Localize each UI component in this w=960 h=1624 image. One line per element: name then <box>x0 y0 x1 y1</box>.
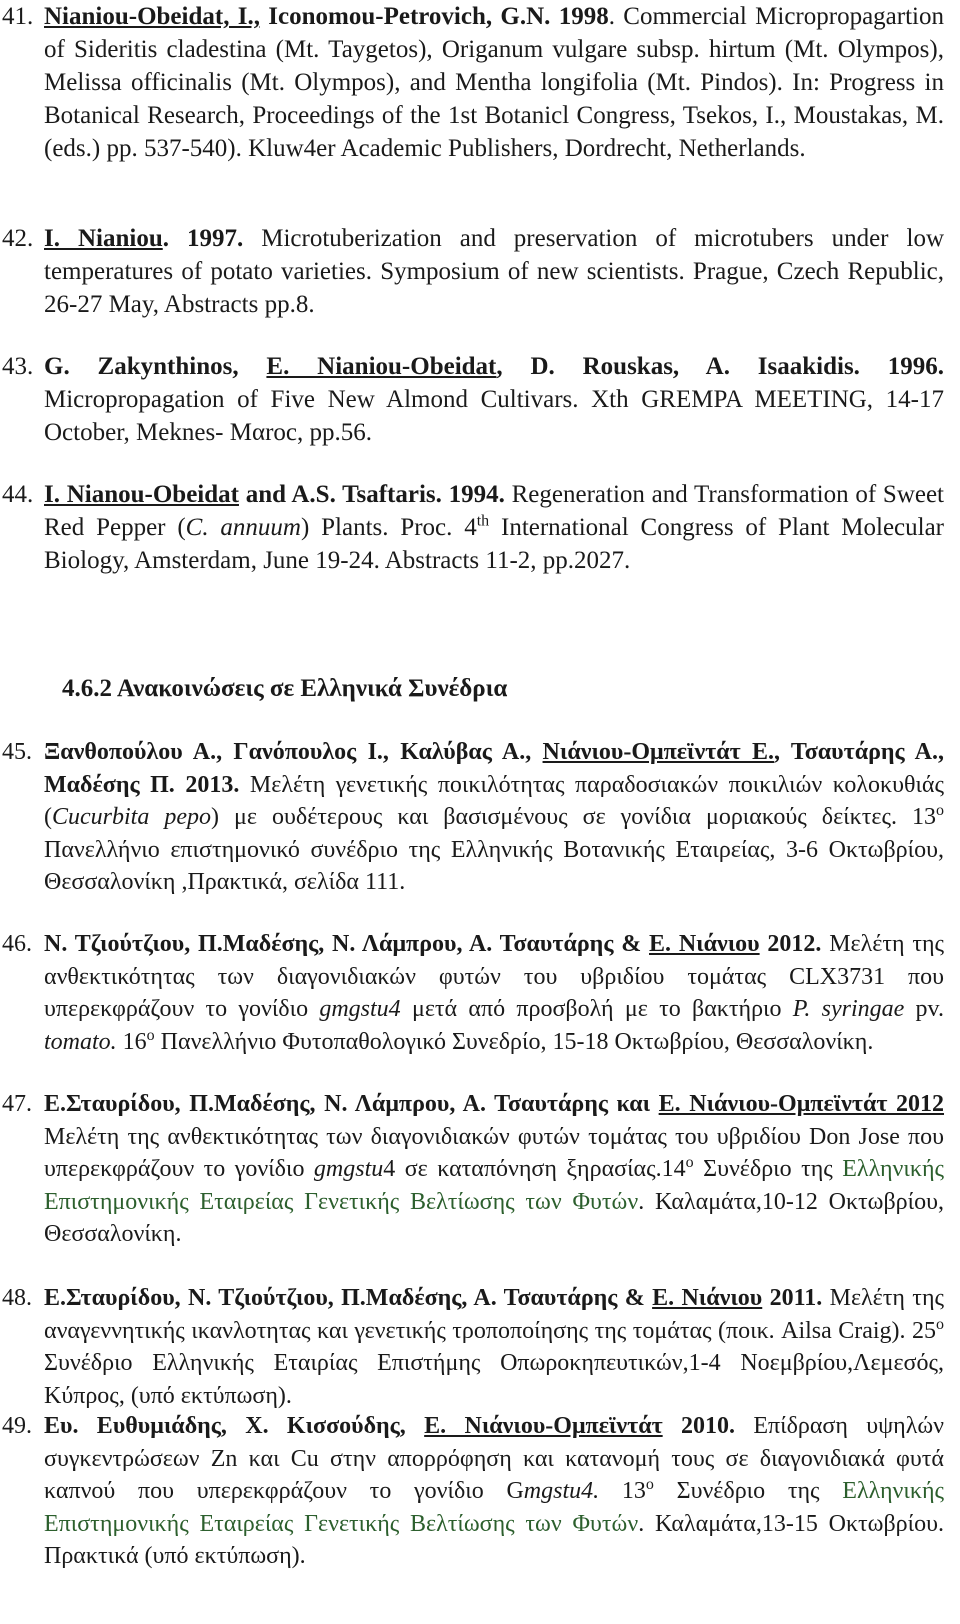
reference-text: Microtuberization and preservation of microtubers under low temperatures of potato varieties. Symposium of new scientists. Prague, Czech Republic, 26-27 May, Abstracts pp.8. <box>44 225 945 318</box>
entry-number: 43. <box>2 353 34 380</box>
authors: Ε.Σταυρίδου, Π.Μαδέσης, Ν. Λάμπρου, Α. Τσαυτάρης και <box>44 1091 659 1117</box>
reference-text: . Καλαμάτα,10-12 Οκτωβρίου, Θεσσαλονίκη. <box>44 1188 945 1247</box>
superscript: ο <box>935 802 944 819</box>
reference-text: 16 <box>116 1028 147 1055</box>
reference-text: Regeneration and Transformation of Sweet Red Pepper ( <box>44 481 945 541</box>
species-name: Cucurbita pepo <box>52 804 212 830</box>
authors: Ε.Σταυρίδου, Ν. Τζιούτζιου, Π.Μαδέσης, Α. Τσαυτάρης & <box>44 1285 653 1311</box>
reference-text: Μελέτη της αναγεννητικής ικανλοτητας και γενετικής τροποποίησης της τομάτας (ποικ. Ailsa Craig). 25 <box>44 1285 944 1344</box>
authors: Iconomou-Petrovich, G.N. 1998 <box>259 3 609 30</box>
authors: and A.S. Tsaftaris. 1994. <box>238 481 505 508</box>
reference-entry-43 <box>0 350 960 449</box>
reference-entry-46 <box>0 928 960 1058</box>
superscript: ο <box>936 1315 944 1333</box>
species-name: P. syringae <box>792 996 905 1022</box>
author-highlight: I. Nianou-Obeidat <box>44 481 239 508</box>
authors: G. Zakynthinos, <box>44 353 267 380</box>
reference-text: μετά από προσβολή με το βακτήριο <box>400 996 793 1022</box>
year: 2012. <box>759 931 822 957</box>
author-highlight: I. Nianiou <box>44 225 163 252</box>
entry-number: 48. <box>2 1285 32 1311</box>
superscript: th <box>476 512 490 530</box>
section-heading: 4.6.2 Ανακοινώσεις σε Ελληνικά Συνέδρια <box>62 675 508 702</box>
reference-text: Πανελλήνιο επιστημονικό συνέδριο της Ελληνικής Βοτανικής Εταιρείας, 3-6 Οκτωβρίου, Θεσσαλονίκη ,Πρακτικά, σελίδα 111. <box>44 836 944 895</box>
reference-text: Micropropagation of Five New Almond Cultivars. Xth GREMPA MEETING, 14-17 October, Meknes- Mαroc, pp.56. <box>44 386 944 446</box>
gene-name: mgstu4. <box>523 1478 600 1504</box>
author-highlight: Nianiou-Obeidat, I., <box>44 3 260 30</box>
reference-text: Συνέδριο της <box>653 1478 843 1504</box>
species-name: C. annuum <box>185 514 301 541</box>
authors: Ν. Τζιούτζιου, Π.Μαδέσης, Ν. Λάμπρου, Α. Τσαυτάρης & <box>44 931 650 957</box>
reference-text: ) με ουδέτερους και βασισμένους σε γονίδια μοριακούς δείκτες. 13 <box>211 804 936 830</box>
year: 2010. <box>662 1413 735 1439</box>
reference-text: Συνέδριο Ελληνικής Εταιρίας Επιστήμης Οπωροκηπευτικών,1-4 Νοεμβρίου,Λεμεσός, Κύπρος, (υπό εκτύπωση). <box>44 1350 944 1409</box>
reference-text: Μελέτη της ανθεκτικότητας των διαγονιδιακών φυτών τομάτας του υβριδίου Don Jose που υπερεκφράζουν το γονίδιο <box>44 1123 944 1182</box>
authors: , Τσαυτάρης Α., Μαδέσης Π. 2013. <box>44 739 944 798</box>
reference-entry-49 <box>0 1410 960 1573</box>
reference-text: 4 σε καταπόνηση ξηρασίας.14 <box>383 1156 686 1182</box>
reference-text: Μελέτη γενετικής ποικιλότητας παραδοσιακών ποικιλιών κολοκυθιάς ( <box>44 771 945 830</box>
author-highlight: Νιάνιου-Ομπεϊντάτ Ε. <box>542 739 775 765</box>
reference-text: Πανελλήνιο Φυτοπαθολογικό Συνεδρίο, 15-18 Οκτωβρίου, Θεσσαλονίκη. <box>154 1028 874 1055</box>
reference-text: pv. <box>904 996 944 1022</box>
reference-text: . Commercial Micropropagartion of Sideritis cladestina (Mt. Taygetos), Origanum vulgare subsp. hirtum (Mt. Olympos), Melissa officinalis (Mt. Olympos), and Mentha longifolia (Mt. Pindos). In: Progress in Botanical Research, Proceedings of the 1st Botanicl Congress, Tsekos, I., Moustakas, M. (eds.) pp. 537-540). Kluw4er Academic Publishers, Dordrecht, Netherlands. <box>44 3 944 162</box>
gene-name: gmgstu4 <box>319 996 401 1022</box>
society-name: Ελληνικής Επιστημονικής Εταιρείας Γενετικής Βελτίωσης των Φυτών <box>44 1156 944 1215</box>
year: 2011. <box>762 1285 823 1311</box>
author-highlight: Ε. Νιάνιου-Ομπεϊντάτ <box>424 1413 663 1439</box>
entry-number: 46. <box>2 931 32 957</box>
superscript: ο <box>645 1476 654 1493</box>
authors: Ξανθοπούλου Α., Γανόπουλος Ι., Καλύβας Α., <box>44 739 543 765</box>
entry-number: 45. <box>2 739 32 765</box>
reference-text: . Καλαμάτα,13-15 Οκτωβρίου. Πρακτικά (υπό εκτύπωση). <box>44 1510 945 1569</box>
entry-number: 49. <box>2 1413 32 1439</box>
authors: Ευ. Ευθυμιάδης, Χ. Κισσούδης, <box>44 1413 425 1439</box>
reference-entry-42 <box>0 222 960 321</box>
reference-text: Μελέτη της ανθεκτικότητας των διαγονιδιακών φυτών του υβριδίου τομάτας CLX3731 που υπερεκφράζουν το γονίδιο <box>44 931 945 1022</box>
year: . 1997. <box>162 225 244 252</box>
author-highlight: Ε. Νιάνιου <box>649 931 760 957</box>
reference-text: Επίδραση υψηλών συγκεντρώσεων Zn και Cu στην απορρόφηση και κατανομή τους σε διαγονιδιακά φυτά καπνού που υπερεκφράζουν το γονίδιο G <box>44 1413 945 1504</box>
reference-entry-45 <box>0 736 960 899</box>
entry-number: 42. <box>2 225 34 252</box>
gene-name: gmgstu <box>313 1156 384 1182</box>
reference-text: Συνέδριο της <box>693 1156 843 1182</box>
entry-number: 41. <box>2 3 34 30</box>
reference-entry-41 <box>0 0 960 165</box>
superscript: ο <box>685 1154 694 1171</box>
superscript: ο <box>146 1026 155 1044</box>
reference-entry-44 <box>0 478 960 577</box>
author-highlight: Ε. Νιάνιου <box>652 1285 763 1311</box>
authors: , D. Rouskas, A. Isaakidis. 1996. <box>496 353 945 380</box>
society-name: Ελληνικής Επιστημονικής Εταιρείας Γενετικής Βελτίωσης των Φυτών <box>44 1478 945 1537</box>
reference-text: International Congress of Plant Molecular Biology, Amsterdam, June 19-24. Abstracts 11-2, pp.2027. <box>44 514 944 574</box>
author-highlight: Ε. Νιάνιου-Ομπεϊντάτ 2012 <box>658 1091 945 1117</box>
entry-number: 44. <box>2 481 34 508</box>
pathovar-name: tomato. <box>44 1028 117 1055</box>
reference-text: ) Plants. Proc. 4 <box>300 514 477 541</box>
reference-text: 13 <box>599 1478 646 1504</box>
reference-entry-47 <box>0 1088 960 1251</box>
author-highlight: E. Nianiou-Obeidat <box>266 353 497 380</box>
entry-number: 47. <box>2 1091 32 1117</box>
reference-entry-48 <box>0 1282 960 1412</box>
